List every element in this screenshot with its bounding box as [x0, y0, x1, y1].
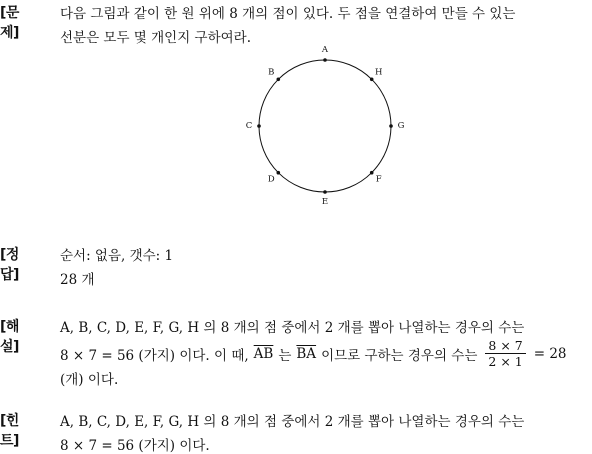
point-label-h: H: [374, 67, 383, 78]
point-a: [323, 58, 327, 62]
point-g: [389, 124, 393, 128]
point-e: [323, 190, 327, 194]
point-d: [277, 171, 281, 175]
point-label-e: E: [321, 197, 329, 207]
point-h: [370, 78, 374, 82]
solution-line-2-a: 8 × 7 = 56 (가지) 이다. 이 때,: [60, 347, 249, 364]
point-label-d: D: [267, 174, 275, 185]
segment-ab: $\overline{AB}$: [253, 345, 274, 362]
problem-line-1: 다음 그림과 같이 한 원 위에 8 개의 점이 있다. 두 점을 연결하여 만들 수 있는: [60, 6, 516, 22]
point-f: [370, 171, 374, 175]
answer-line-2: 28 개: [60, 272, 95, 288]
problem-label: [문제]: [0, 5, 19, 41]
point-c: [257, 124, 261, 128]
solution-line-2: [60, 338, 567, 369]
solution-label: [해설]: [0, 319, 19, 355]
answer-label: [정답]: [0, 247, 19, 283]
solution-line-3: (개) 이다.: [60, 372, 119, 388]
point-label-a: A: [321, 45, 329, 55]
circle-figure: [244, 44, 406, 208]
problem-line-2: 선분은 모두 몇 개인지 구하여라.: [60, 30, 251, 46]
hint-line-1: A, B, C, D, E, F, G, H 의 8 개의 점 중에서 2 개를 뽑아 나열하는 경우의 수는: [60, 414, 525, 430]
segment-ba: $\overline{BA}$: [296, 345, 317, 362]
points-group: [246, 45, 405, 207]
point-label-f: F: [375, 174, 382, 185]
fraction-denominator: 2 × 1: [488, 354, 523, 369]
hint-line-2: 8 × 7 = 56 (가지) 이다.: [60, 438, 210, 454]
answer-line-1: 순서: 없음, 갯수: 1: [60, 248, 174, 264]
point-label-b: B: [268, 67, 275, 78]
solution-line-2-b: 는: [278, 347, 292, 364]
fraction: [485, 338, 525, 369]
point-label-c: C: [245, 121, 253, 131]
solution-line-2-c: 이므로 구하는 경우의 수는: [321, 347, 478, 364]
point-b: [277, 78, 281, 82]
point-label-g: G: [397, 121, 405, 131]
solution-line-1: A, B, C, D, E, F, G, H 의 8 개의 점 중에서 2 개를 뽑아 나열하는 경우의 수는: [60, 320, 525, 336]
fraction-numerator: 8 × 7: [485, 338, 525, 354]
solution-line-2-d: = 28: [533, 345, 567, 362]
hint-label: [힌트]: [0, 413, 19, 449]
